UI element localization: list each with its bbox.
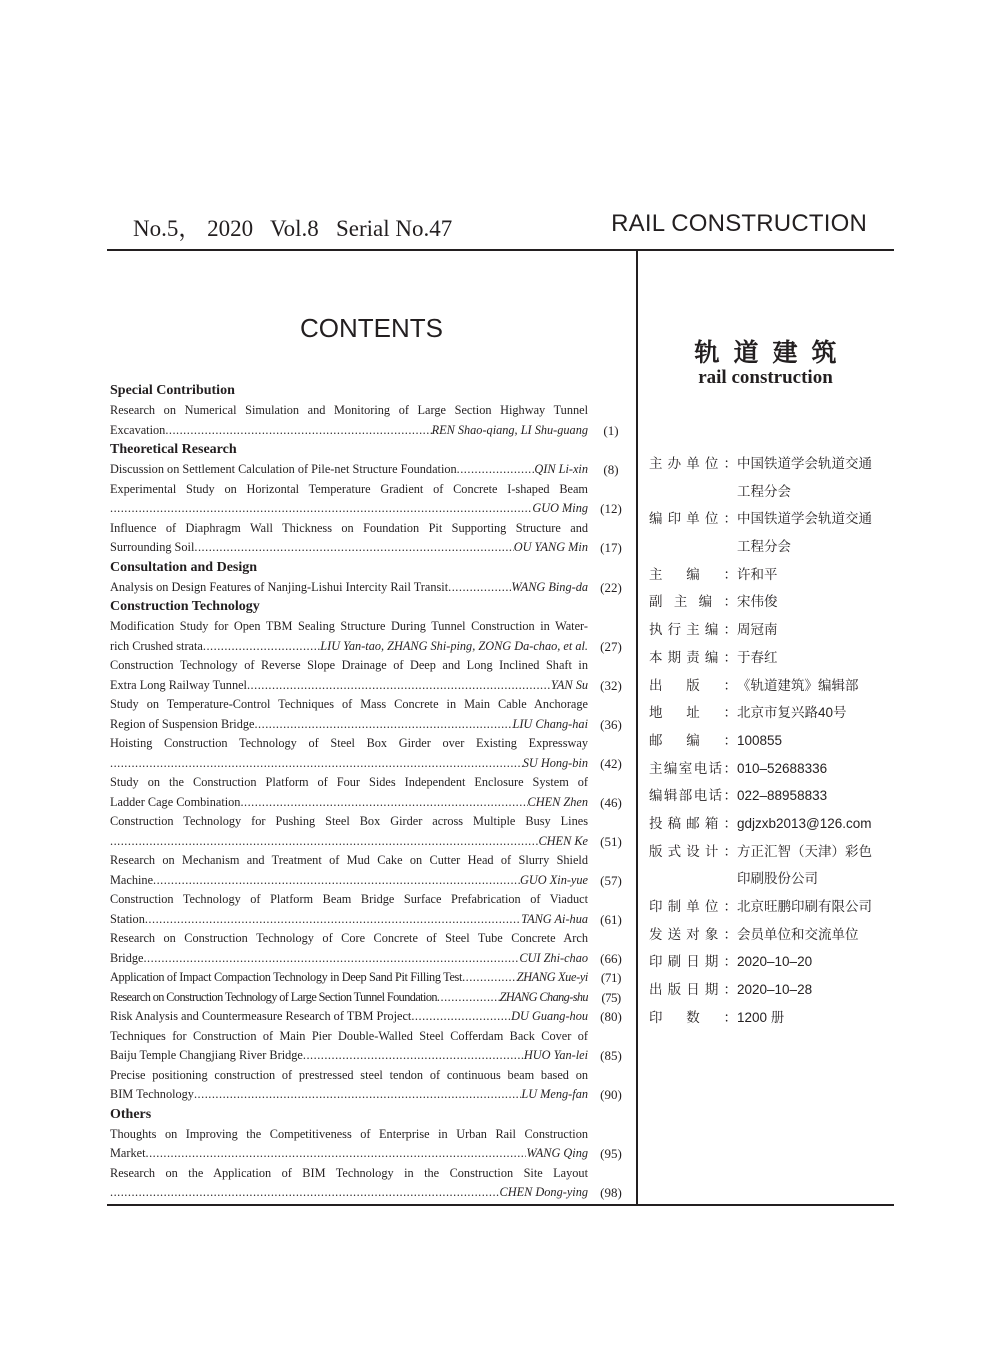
leader-dots — [143, 949, 519, 969]
entry-author: CUI Zhi-chao — [519, 950, 588, 965]
leader-dots — [448, 578, 511, 598]
entry-title-text: rich Crushed strata — [110, 638, 203, 653]
masthead-row — [649, 921, 889, 949]
leader-dots — [240, 793, 527, 813]
masthead-label: 主办单位： — [649, 456, 737, 471]
toc-entry[interactable] — [110, 519, 622, 558]
entry-page-number: (98) — [600, 1185, 622, 1200]
entry-page-number: (66) — [600, 950, 622, 966]
masthead-row — [649, 838, 889, 866]
entry-author: OU YANG Min — [513, 540, 588, 554]
entry-author: GUO Xin-yue — [520, 872, 588, 887]
section-title: Theoretical Research — [110, 442, 237, 457]
entry-title-text: Application of Impact Compaction Technology in Deep Sand Pit Filling Test — [110, 970, 463, 984]
entry-title-text: Machine — [110, 872, 154, 887]
bottom-rule — [107, 1204, 894, 1206]
masthead-row — [649, 1004, 889, 1032]
entry-page-number: (61) — [600, 911, 622, 927]
entry-page-number: (90) — [600, 1087, 622, 1102]
entry-last-line — [110, 968, 588, 988]
journal-name: RAIL CONSTRUCTION — [611, 210, 867, 237]
entry-last-line — [110, 949, 588, 969]
entry-page-number: (57) — [600, 872, 622, 888]
masthead-value: 《轨道建筑》编辑部 — [737, 677, 859, 693]
entry-title-line: Study on Temperature-Control Techniques of Mass Concrete in Main Cable Anchorage — [110, 697, 588, 711]
leader-dots — [303, 1046, 524, 1066]
entry-page-number: (71) — [600, 970, 622, 985]
entry-page-number: (8) — [603, 462, 619, 477]
masthead-value: 022–88958833 — [737, 788, 828, 804]
table-of-contents — [110, 382, 622, 1203]
masthead-label: 出版日期： — [649, 982, 737, 998]
masthead-value-continued: 印刷股份公司 — [737, 871, 818, 887]
masthead-label: 编辑部电话： — [649, 788, 737, 804]
entry-page-number: (42) — [600, 755, 622, 771]
entry-last-line — [110, 1183, 588, 1203]
entry-title-line: Research on the Application of BIM Technology in the Construction Site Layout — [110, 1165, 588, 1180]
entry-page-number: (27) — [600, 638, 622, 654]
entry-title-text: Excavation — [110, 422, 166, 437]
entry-last-line — [110, 460, 588, 480]
masthead-label: 执行主编： — [649, 622, 737, 638]
entry-title-line: Precise positioning construction of prestressed steel tendon of continuous beam based on — [110, 1067, 588, 1082]
toc-entry[interactable] — [110, 929, 622, 968]
masthead-label: 印数： — [649, 1009, 737, 1025]
masthead-row — [649, 672, 889, 700]
masthead-label: 主编： — [649, 566, 737, 582]
entry-author: HUO Yan-lei — [523, 1048, 588, 1062]
entry-page-number: (85) — [600, 1048, 622, 1063]
leader-dots — [110, 1183, 500, 1203]
masthead-value: 会员单位和交流单位 — [737, 926, 859, 942]
leader-dots — [145, 910, 521, 930]
masthead-label: 版式设计： — [649, 843, 737, 859]
entry-last-line — [110, 910, 588, 930]
toc-entry[interactable] — [110, 812, 622, 851]
masthead-label: 出版： — [649, 677, 737, 693]
leader-dots — [153, 871, 520, 891]
toc-entry[interactable] — [110, 578, 622, 598]
entry-author: GUO Ming — [532, 501, 588, 515]
leader-dots — [110, 754, 523, 774]
entry-title-text: Station — [110, 911, 145, 926]
entry-author: REN Shao-qiang, LI Shu-guang — [431, 422, 588, 437]
entry-last-line — [110, 637, 588, 657]
entry-title-line: Construction Technology for Pushing Steel Box Girder across Multiple Busy Lines — [110, 814, 588, 828]
toc-entry[interactable] — [110, 890, 622, 929]
leader-dots — [146, 1144, 527, 1164]
top-rule — [107, 249, 894, 251]
entry-title-text: BIM Technology — [110, 1087, 194, 1101]
masthead-label: 印刷日期： — [649, 954, 737, 970]
toc-entry[interactable] — [110, 851, 622, 890]
entry-title-line: Hoisting Construction Technology of Steel Box Girder over Existing Expressway — [110, 736, 588, 750]
masthead-row — [649, 727, 889, 755]
column-divider — [636, 251, 638, 1204]
masthead-value-continued: 工程分会 — [737, 539, 791, 555]
masthead-label: 主编室电话： — [649, 760, 737, 776]
entry-last-line — [110, 754, 588, 774]
entry-last-line — [110, 832, 588, 852]
entry-page-number: (51) — [600, 833, 622, 849]
leader-dots — [437, 988, 500, 1008]
entry-page-number: (36) — [600, 716, 622, 732]
entry-title-line: Modification Study for Open TBM Sealing Structure During Tunnel Construction in Water- — [110, 619, 588, 633]
masthead-row — [649, 893, 889, 921]
entry-author: LU Meng-fan — [521, 1087, 588, 1101]
masthead-row — [649, 699, 889, 727]
entry-title-line: Study on the Construction Platform of Four Sides Independent Enclosure System of — [110, 775, 588, 789]
entry-author: LIU Yan-tao, ZHANG Shi-ping, ZONG Da-chao, et al. — [320, 638, 588, 653]
contents-title: CONTENTS — [300, 313, 443, 343]
masthead-value: 周冠南 — [737, 622, 778, 638]
entry-author: SU Hong-bin — [522, 755, 588, 770]
entry-page-number: (22) — [600, 579, 622, 595]
entry-last-line — [110, 988, 588, 1008]
entry-last-line — [110, 1046, 588, 1066]
masthead-value: 010–52688336 — [737, 760, 828, 776]
section-title: Consultation and Design — [110, 559, 258, 575]
masthead-value: 宋伟俊 — [737, 594, 778, 610]
masthead-label: 副主编： — [649, 594, 737, 610]
masthead-row — [649, 505, 889, 533]
toc-entry[interactable] — [110, 401, 619, 440]
section-title: Others — [110, 1106, 152, 1122]
entry-last-line — [110, 871, 588, 891]
masthead-row — [649, 755, 889, 783]
masthead-value: 于春红 — [737, 649, 778, 665]
masthead-value: 中国铁道学会轨道交通 — [737, 511, 872, 527]
entry-last-line — [110, 715, 588, 735]
entry-author: ZHANG Chang-shu — [499, 989, 588, 1004]
toc-entry[interactable] — [110, 617, 622, 656]
entry-title-line: Experimental Study on Horizontal Temperature Gradient of Concrete I-shaped Beam — [110, 481, 588, 496]
leader-dots — [254, 715, 512, 735]
entry-author: WANG Bing-da — [511, 579, 588, 594]
entry-last-line — [110, 538, 588, 558]
masthead-value-continued: 工程分会 — [737, 483, 791, 499]
entry-title-line: Research on Mechanism and Treatment of Mud Cake on Cutter Head of Slurry Shield — [110, 853, 588, 867]
masthead-row — [649, 588, 889, 616]
entry-page-number: (12) — [600, 501, 622, 516]
entry-last-line — [110, 1085, 588, 1105]
leader-dots — [110, 499, 532, 519]
leader-dots — [165, 421, 431, 441]
entry-title-line: Construction Technology of Reverse Slope Drainage of Deep and Long Inclined Shaft in — [110, 658, 588, 672]
masthead-value: 2020–10–20 — [737, 954, 813, 970]
masthead-row — [649, 948, 889, 976]
entry-last-line — [110, 1144, 588, 1164]
entry-author: LIU Chang-hai — [512, 716, 588, 731]
entry-author: CHEN Dong-ying — [499, 1185, 588, 1199]
entry-page-number: (95) — [600, 1146, 622, 1161]
masthead-row — [649, 782, 889, 810]
masthead-label: 投稿邮箱： — [649, 815, 737, 831]
section-title: Construction Technology — [110, 599, 260, 614]
masthead-value: 许和平 — [737, 566, 778, 582]
leader-dots — [203, 637, 320, 657]
entry-title-line: Construction Technology of Platform Beam Bridge Surface Prefabrication of Viaduct — [110, 892, 588, 906]
masthead-label: 印制单位： — [649, 899, 737, 914]
masthead-row — [649, 976, 889, 1004]
leader-dots — [457, 460, 535, 480]
toc-entry[interactable] — [110, 480, 622, 519]
entry-title-text: Research on Construction Technology of Large Section Tunnel Foundation — [110, 989, 437, 1004]
masthead-info — [649, 450, 889, 1031]
entry-title-line: Influence of Diaphragm Wall Thickness on Foundation Pit Supporting Structure and — [110, 520, 588, 535]
journal-title-english: rail construction — [698, 367, 833, 388]
leader-dots — [462, 968, 517, 988]
entry-last-line — [110, 676, 588, 696]
entry-author: CHEN Ke — [538, 833, 588, 848]
masthead-row — [649, 810, 889, 838]
issue-info: No.5， 2020 Vol.8 Serial No.47 — [133, 216, 453, 241]
entry-page-number: (17) — [600, 540, 622, 555]
entry-title-text: Risk Analysis and Countermeasure Research of TBM Project — [110, 1009, 412, 1023]
leader-dots — [247, 676, 551, 696]
entry-author: QIN Li-xin — [534, 462, 588, 476]
masthead-label: 发送对象： — [649, 926, 737, 942]
entry-title-text: Analysis on Design Features of Nanjing-Lishui Intercity Rail Transit — [110, 579, 449, 594]
leader-dots — [194, 1085, 521, 1105]
entry-page-number: (75) — [601, 989, 621, 1005]
toc-entry[interactable] — [110, 460, 619, 480]
masthead-value: 北京旺鹏印刷有限公司 — [737, 899, 872, 914]
journal-title-chinese: 轨道建筑 — [694, 339, 851, 367]
entry-author: WANG Qing — [526, 1146, 588, 1160]
entry-page-number: (80) — [600, 1009, 622, 1024]
entry-title-line: Techniques for Construction of Main Pier Double-Walled Steel Cofferdam Back Cover of — [110, 1028, 588, 1043]
entry-last-line — [110, 793, 588, 813]
masthead-label: 本期责编： — [649, 649, 737, 665]
entry-title-text: Baiju Temple Changjiang River Bridge — [110, 1048, 303, 1062]
entry-title-text: Bridge — [110, 950, 144, 965]
masthead-row — [649, 561, 889, 589]
entry-last-line — [110, 1007, 588, 1027]
masthead-label: 编印单位： — [649, 511, 737, 527]
masthead-value: 北京市复兴路40号 — [737, 705, 847, 721]
entry-page-number: (46) — [600, 794, 622, 810]
masthead-value: gdjzxb2013@126.com — [737, 815, 872, 831]
entry-author: TANG Ai-hua — [521, 911, 588, 926]
entry-title-text: Region of Suspension Bridge — [110, 716, 255, 731]
toc-entry[interactable] — [110, 1007, 622, 1027]
entry-page-number: (32) — [600, 677, 622, 693]
toc-entry[interactable] — [110, 968, 622, 988]
masthead-value: 100855 — [737, 732, 783, 748]
masthead-row — [649, 616, 889, 644]
entry-title-text: Ladder Cage Combination — [110, 794, 241, 809]
entry-author: DU Guang-hou — [511, 1009, 588, 1023]
masthead-label: 邮编： — [649, 732, 737, 748]
masthead-label: 地址： — [649, 705, 737, 721]
entry-title-text: Surrounding Soil — [110, 540, 195, 554]
entry-title-text: Extra Long Railway Tunnel — [110, 677, 247, 692]
entry-author: YAN Su — [550, 677, 588, 692]
toc-entry[interactable] — [110, 988, 621, 1008]
entry-last-line — [110, 578, 588, 598]
entry-page-number: (1) — [603, 422, 619, 438]
toc-entry[interactable] — [110, 1066, 622, 1105]
toc-entry[interactable] — [110, 1164, 622, 1203]
leader-dots — [110, 832, 538, 852]
masthead-value: 中国铁道学会轨道交通 — [737, 456, 872, 471]
masthead-value: 方正汇智（天津）彩色 — [737, 843, 872, 859]
toc-entry[interactable] — [110, 1027, 622, 1066]
leader-dots — [194, 538, 513, 558]
masthead-row — [649, 644, 889, 672]
toc-entry[interactable] — [110, 773, 622, 812]
leader-dots — [411, 1007, 511, 1027]
entry-title-text: Discussion on Settlement Calculation of Pile-net Structure Foundation — [110, 462, 457, 476]
entry-title-line: Thoughts on Improving the Competitiveness of Enterprise in Urban Rail Construction — [110, 1126, 588, 1141]
entry-title-line: Research on Numerical Simulation and Monitoring of Large Section Highway Tunnel — [110, 403, 588, 417]
entry-title-line: Research on Construction Technology of Core Concrete of Steel Tube Concrete Arch — [110, 931, 588, 945]
masthead-row — [649, 450, 889, 478]
entry-author: CHEN Zhen — [527, 794, 588, 809]
toc-entry[interactable] — [110, 1125, 622, 1164]
toc-entry[interactable] — [110, 695, 622, 734]
masthead-value: 2020–10–28 — [737, 982, 813, 998]
toc-entry[interactable] — [110, 734, 622, 773]
entry-last-line — [110, 499, 588, 519]
entry-author: ZHANG Xue-yi — [516, 970, 588, 984]
section-title: Special Contribution — [110, 383, 235, 398]
toc-entry[interactable] — [110, 656, 622, 695]
entry-title-text: Market — [110, 1146, 146, 1160]
masthead-value: 1200 册 — [737, 1009, 785, 1025]
entry-last-line — [110, 421, 588, 441]
